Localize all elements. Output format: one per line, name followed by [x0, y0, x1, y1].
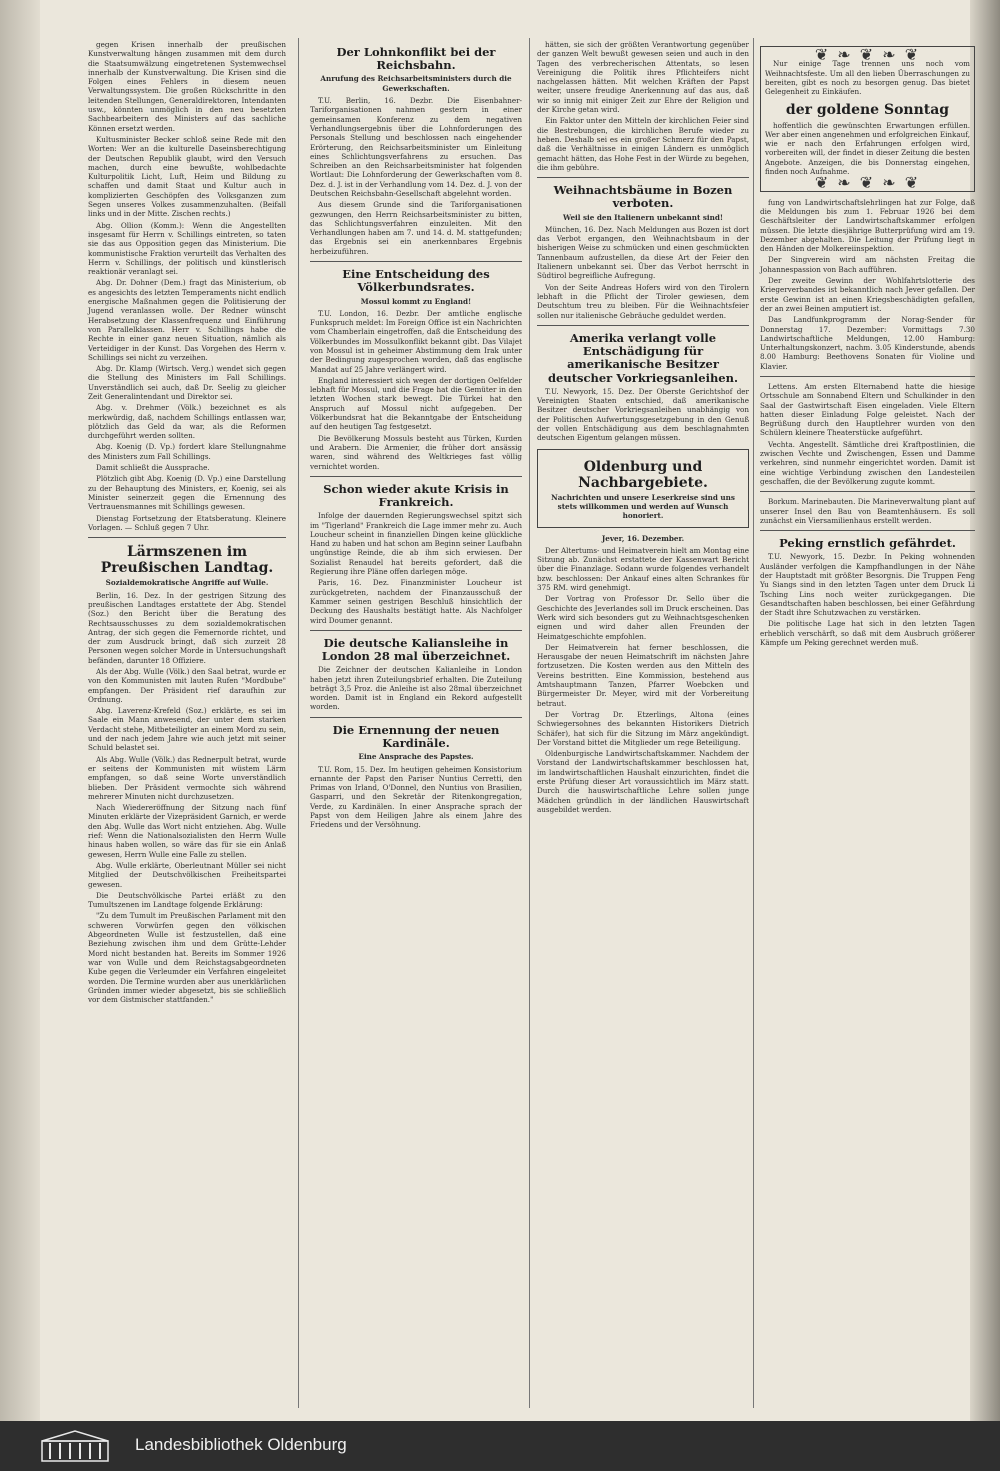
divider: [760, 376, 975, 377]
paragraph: Der Singverein wird am nächsten Freitag die Johannespassion von Bach aufführen.: [760, 255, 975, 274]
paragraph: Der zweite Gewinn der Wohlfahrtslotterie des Kriegerverbandes ist bekanntlich nach Jever gefallen. Der erste Gewinn ist an einen Kriegsbeschädigten gefallen, der an zwei Beinen amputiert ist.: [760, 276, 975, 313]
column-3: [537, 40, 749, 816]
paragraph: Der Vortrag Dr. Etzerlings, Altona (eines Schwiegersohnes des bekannten Historikers Dietrich Schäfer), hat sich für die Sitzung im März angekündigt. Der Vorstand bittet die Mitglieder um rege Beteiligung.: [537, 709, 749, 747]
paragraph: T.U. Rom, 15. Dez. Im heutigen geheimen Konsistorium ernannte der Papst den Pariser Nuntius Cerretti, den Primas von Irland, O'Donnel, den Nuntius von Brasilien, Gasparri, und den Sekretär der Ritenkongregation, Verde, zu Kardinälen. In einer Ansprache sprach der Papst von dem Heiligen Jahre als einem Jahre des Friedens und der Versöhnung.: [310, 764, 522, 830]
paragraph: Paris, 16. Dez. Finanzminister Loucheur ist zurückgetreten, nachdem der Finanzausschuß der Kammer seinen gestrigen Beschluß hinsichtlich der Deckung des Haushalts bestätigt hatte. Als Nachfolger wird Doumer genannt.: [310, 578, 522, 625]
paragraph: Das Landfunkprogramm der Norag-Sender für Donnerstag 17. Dezember: Vormittags 7.30 Landwirtschaftliche Meldungen, 12.00 Hamburg: Unterhaltungskonzert, nachm. 3.05 Kinderstunde, abends 8.00 Hamburg: Beethovens Sonaten für Violine und Klavier.: [760, 315, 975, 371]
paragraph: hätten, sie sich der größten Verantwortung gegenüber der ganzen Welt bewußt gewesen seien und auch in den Tagen des verbrecherischen Attentats, so lesen Vereinigung die Politik ihres Pflichteifers nicht nachgelassen hätten. Mit welchen Kräften der Papst weiter, unsere freudige Anerkennung auf das aus, daß wir so innig mit einiger Zeit zur Ehre der Religion und der Kirche getan wird.: [537, 40, 749, 115]
paragraph: Die politische Lage hat sich in den letzten Tagen erheblich verschärft, so daß mit dem Ausbruch größerer Kämpfe um Peking gerechnet werden muß.: [760, 619, 975, 648]
advertisement-box: [760, 46, 975, 192]
page-gutter-shadow: [0, 0, 40, 1421]
paragraph: Abg. Dr. Dohner (Dem.) fragt das Ministerium, ob es angesichts des letzten Temperaments nicht endlich energische Maßnahmen gegen die Politisierung der Jugend veranlassen wolle. Der Redner wünscht Herabsetzung der Klassenfrequenz und Einführung von Parallelklassen. Herr v. Schillings habe die Rechte in einer ganz neuen Situation, nämlich als Verteidiger in der Kunst. Das Vorgehen des Herrn v. Schillings sei nicht zu verzeihen.: [88, 278, 286, 362]
paragraph: Berlin, 16. Dez. In der gestrigen Sitzung des preußischen Landtages erstattete der Abg. Stendel (Soz.) den Bericht über die Beratung des Rechtsausschusses zu dem sozialdemokratischen Antrag, der sich gegen die Femernorde richtet, und der zum Ausdruck bringt, daß sich zurzeit 28 Personen wegen solcher Morde in Untersuchungshaft befänden, darunter 18 Offiziere.: [88, 590, 286, 665]
section-headline: Oldenburg und Nachbargebiete.: [578, 458, 708, 491]
paragraph: England interessiert sich wegen der dortigen Oelfelder lebhaft für Mossul, und die Frage hat die Gemüter in den letzten Wochen stark bewegt. Die Türkei hat den Anspruch auf Mossul nicht aufgegeben. Der Völkerbundsrat hat die Bekanntgabe der Entscheidung auf den heutigen Tag festgesetzt.: [310, 375, 522, 432]
paragraph: Abg. Ollion (Komm.): Wenn die Angestellten insgesamt für Herrn v. Schillings eintreten, so taten sie das aus Opposition gegen das Ministerium. Die kommunistische Fraktion verurteilt das Verhalten des Herrn v. Schillings, der politisch und künstlerisch reaktionär veranlagt sei.: [88, 220, 286, 277]
column-rule: [529, 38, 530, 1408]
paragraph: Abg. Koenig (D. Vp.) fordert klare Stellungnahme des Ministers zum Fall Schillings.: [88, 442, 286, 461]
paragraph: Borkum. Marinebauten. Die Marineverwaltung plant auf unserer Insel den Bau von Beamtenhäusern. Es soll zunächst ein Viersamilienhaus erstellt werden.: [760, 497, 975, 525]
ornament-icon: ❦ ❧ ❦ ❧ ❦: [814, 45, 921, 64]
article-subhead: Sozialdemokratische Angriffe auf Wulle.: [105, 578, 269, 588]
intro-text: [88, 40, 286, 532]
article-headline: Peking ernstlich gefährdet.: [779, 536, 956, 551]
paragraph: gegen Krisen innerhalb der preußischen Kunstverwaltung hängen zusammen mit dem durch die Staatsumwälzung eingetretenen Systemwechsel innerhalb der Kunstverwaltung. Die Krisen sind die Folgen eines Fehlers in diesem neuen Verwaltungssystem. Die großen Rückschritte in den leitenden Stellungen, Generaldirektoren, Intendanten usw., könnten unmöglich in den neu besetzten Sachbearbeitern des Ministers auf das sachliche Können ersetzt werden.: [88, 40, 286, 133]
divider: [760, 491, 975, 492]
paragraph: T.U. Newyork, 15. Dezbr. In Peking wohnenden Ausländer verfolgen die Kampfhandlungen in der Nähe der Hauptstadt mit größter Besorgnis. Die Truppen Feng Yu Siangs sind in den letzten Tagen unter dem Druck Li Tsching Lins noch weiter zurückgegangen. Die Gesandtschaften haben beschlossen, bei einer Gefährdung der Stadt ihre Schutzwachen zu verstärken.: [760, 552, 975, 618]
divider: [760, 530, 975, 531]
paragraph: Der Vortrag von Professor Dr. Sello über die Geschichte des Jeverlandes soll im Druck erscheinen. Das Werk wird sich besonders gut zu Weihnachtsgeschenken eignen und wird daher allen Freunden der Heimatgeschichte empfohlen.: [537, 594, 749, 641]
column-rule: [298, 38, 299, 1408]
divider: [537, 325, 749, 326]
paragraph: Kultusminister Becker schloß seine Rede mit den Worten: Wer an die kulturelle Daseinsberechtigung der Deutschen Republik glaubt, wird den Versuch machen, durch eine bewußte, wohlbedachte Kulturpolitik Licht, Luft, Heim und Bildung zu schaffen und damit Staat und Kultur auch in komplizierten Geschöpfen des Volksganzen zum Segen unseres Volkes zusammenzuhalten. (Beifall links und in der Mitte. Zischen rechts.): [88, 134, 286, 219]
divider: [88, 537, 286, 538]
paragraph: Der Heimatverein hat ferner beschlossen, die Herausgabe der neuen Heimatschrift im nächsten Jahre fortzusetzen. Die Kosten werden aus den Mitteln des Vereins bestritten. Eine Kommission, bestehend aus Amtshauptmann Tanzen, Pfarrer Woebcken und Bürgermeister Dr. Meyer, wird mit der Vorbereitung betraut.: [537, 642, 749, 708]
paragraph: T.U. London, 16. Dezbr. Der amtliche englische Funkspruch meldet: Im Foreign Office ist ein Nachrichten vom Chamberlain eingetroffen, daß die Entscheidung des Völkerbundes im Mossulkonflikt bekannt gibt. Das Vilajet von Mossul ist in geheimer Abstimmung dem Irak unter der Bedingung zugesprochen worden, daß das englische Mandat auf 25 Jahre verlängert wird.: [310, 308, 522, 374]
article-headline: Die deutsche Kaliansleihe in London 28 mal überzeichnet.: [321, 635, 511, 664]
article-headline: Die Ernennung der neuen Kardinäle.: [332, 722, 500, 750]
article-subhead: Mossul kommt zu England!: [360, 296, 472, 306]
paragraph: Damit schließt die Aussprache.: [96, 463, 210, 473]
paragraph: Der Altertums- und Heimatverein hielt am Montag eine Sitzung ab. Zunächst erstattete der Kassenwart Bericht über die Finanzlage. Sodann wurde folgendes verhandelt bzw. beschlossen: Der Ankauf eines alten Schrankes für 375 RM. wird genehmigt.: [537, 545, 749, 593]
library-building-icon: [40, 1429, 110, 1463]
article-headline: Weihnachtsbäume in Bozen verboten.: [553, 183, 733, 211]
library-footer-bar: [0, 1421, 1000, 1471]
paragraph: Abg. Wulle erklärte, Oberleutnant Müller sei nicht Mitglied der Deutschvölkischen Freiheitspartei gewesen.: [88, 860, 286, 889]
article-headline: Der Lohnkonflikt bei der Reichsbahn.: [336, 45, 496, 73]
article-headline: Eine Entscheidung des Völkerbundsrates.: [342, 267, 490, 295]
paragraph: Infolge der dauernden Regierungswechsel spitzt sich im "Tigerland" Frankreich die Lage immer mehr zu. Auch Loucheur scheint in finanziellen Dingen keine glückliche Hand zu haben und hat schon am Beginn seiner Laufbahn ungünstige Reinde, die ab ihm sich erwiesen. Der Sozialist Renaudel hat bereits gefordert, daß die Regierung ihre Pläne offen darlegen möge.: [310, 511, 522, 577]
paragraph: hoffentlich die gewünschten Erwartungen erfüllen. Wer aber einen angenehmen und erfolgreichen Einkauf, wie er nach den Erfahrungen erfolgen wird, vorbereiten will, der findet in dieser Zeitung die besten Angebote. Anzeigen, die bis Donnerstag eingehen, finden noch Aufnahme.: [765, 120, 970, 177]
divider: [310, 717, 522, 718]
dateline: Jever, 16. Dezember.: [601, 533, 685, 543]
paragraph: Oldenburgische Landwirtschaftskammer. Nachdem der Vorstand der Landwirtschaftskammer beschlossen hat, im landwirtschaftlichen Haushalt einzurichten, findet die erste Prüfung dieser Art voraussichtlich im März statt. Durch die hauswirtschaftliche Lehre sollen junge Mädchen gründlich in der ländlichen Hauswirtschaft ausgebildet werden.: [537, 749, 749, 814]
paragraph: Nur einige Tage trennen uns noch vom Weihnachtsfeste. Um all den lieben Überraschungen zu bereiten, gibt es noch zu besorgen genug. Das bietet Gelegenheit zu Einkäufen.: [765, 59, 970, 97]
paragraph: "Zu dem Tumult im Preußischen Parlament mit den schweren Vorwürfen gegen den völkischen Abgeordneten Wulle ist festzustellen, daß eine Beziehung zwischen ihm und dem Grütte-Lehder Mord nicht bestanden hat. Bereits im Sommer 1926 war von Wulle und dem Reichstagsabgeordneten Kube gegen die Verleumder ein Verfahren eingeleitet worden. Die Termine wurden aber aus unerklärlichen Gründen immer wieder abgesetzt, bis sie schließlich vor dem Gistmischer stattfanden.": [88, 911, 286, 1005]
article-headline: Schon wieder akute Krisis in Frankreich.: [323, 481, 509, 510]
article-subhead: Eine Ansprache des Papstes.: [358, 752, 474, 762]
paragraph: Die Bevölkerung Mossuls besteht aus Türken, Kurden und Arabern. Die Armenier, die früher dort ansässig waren, sind während des Weltkrieges fast völlig vernichtet worden.: [310, 433, 522, 471]
divider: [310, 630, 522, 631]
paragraph: Nach Wiedereröffnung der Sitzung nach fünf Minuten erklärte der Vizepräsident Garnich, er werde den Abg. Wulle das Wort nicht entziehen. Abg. Wulle rief: Wenn die Nationalsozialisten den Herrn Wulle hinaus haben wollen, so wäre das für sie ein Anlaß gewesen, Herrn Wulle eine Falle zu stellen.: [88, 803, 286, 859]
paragraph: Dienstag Fortsetzung der Etatsberatung. Kleinere Vorlagen. — Schluß gegen 7 Uhr.: [88, 513, 286, 532]
divider: [310, 476, 522, 477]
paragraph: Als der Abg. Wulle (Völk.) den Saal betrat, wurde er von den Kommunisten mit lauten Rufen "Mordbube" empfangen. Der Präsident rief daraufhin zur Ordnung.: [88, 667, 286, 704]
paragraph: Als Abg. Wulle (Völk.) das Rednerpult betrat, wurde er seitens der Kommunisten mit wüstem Lärm empfangen, so daß seine Worte unverständlich blieben. Der Präsident vermochte sich während mehrerer Minuten nicht durchzusetzen.: [88, 754, 286, 801]
paragraph: Die Deutschvölkische Partei erläßt zu den Tumultszenen im Landtage folgende Erklärung:: [88, 890, 286, 910]
article-subhead: Weil sie den Italienern unbekannt sind!: [562, 212, 724, 222]
section-subhead: Nachrichten und unsere Leserkreise sind uns stets willkommen und werden auf Wunsch honoriert.: [551, 492, 735, 521]
paragraph: fung von Landwirtschaftslehrlingen hat zur Folge, daß die Meldungen bis zum 1. Februar 1926 bei dem Geschäftsleiter der Landwirtschaftskammer erfolgen müssen. Die letzte diesjährige Butterprüfung wird am 19. Dezember abgehalten. Die Leitung der Prüfung liegt in den Händen der Molkereiinspektion.: [760, 197, 975, 254]
paragraph: T.U. Berlin, 16. Dezbr. Die Eisenbahner-Tariforganisationen nahmen gestern in einer gemeinsamen Konferenz zu dem negativen Verhandlungsergebnis über die Lohnforderungen des Personals Stellung und beschlossen nach eingehender Erörterung, den Reichsarbeitsminister um Einleitung eines Schlichtungsverfahrens zu ersuchen. Das Schreiben an den Reichsarbeitsminister hat folgenden Wortlaut: Die Lohnforderung der Gewerkschaften vom 8. Dez. d. J. ist in der Verhandlung vom 14. Dez. d. J. von der Deutschen Reichsbahn-Gesellschaft abgelehnt worden.: [310, 96, 522, 198]
paragraph: München, 16. Dez. Nach Meldungen aus Bozen ist dort das Verbot ergangen, den Weihnachtsbaum in der bisherigen Weise zu schmücken und einen geschmückten Tannenbaum aufzustellen, da diese Art der Feier den Italienern unbekannt sei. Über das Verbot herrscht in Südtirol begreifliche Aufregung.: [537, 224, 749, 281]
paragraph: Abg. Dr. Klamp (Wirtsch. Verg.) wendet sich gegen die Stellung des Ministers im Fall Schillings. Unverständlich sei auch, daß Dr. Seelig zu gleicher Zeit Generalintendant und Direktor sei.: [88, 364, 286, 401]
library-name[interactable]: Landesbibliothek Oldenburg: [135, 1435, 347, 1454]
divider: [537, 177, 749, 178]
paragraph: Lettens. Am ersten Elternabend hatte die hiesige Ortsschule am Sonnabend Eltern und Schulkinder in den Saal der Gastwirtschaft Eisen eingeladen. Viele Eltern hatten dieser Einladung Folge geleistet. Nach der Begrüßung durch den Hauptlehrer wurden von den Schülern kleinere Theaterstücke aufgeführt.: [760, 382, 975, 438]
article-headline: Amerika verlangt volle Entschädigung für amerikanische Besitzer deutscher Vorkriegsanleihen.: [548, 330, 738, 385]
paragraph: Vechta. Angestellt. Sämtliche drei Kraftpostlinien, die zwischen Vechte und Zwischengen, Essen und Damme verkehren, sind nunmehr eingerichtet worden. Damit ist eine wichtige Verbindung zwischen den Landesteilen geschaffen, die der Bevölkerung zugute kommt.: [760, 439, 975, 486]
article-headline: Lärmszenen im Preußischen Landtag.: [100, 544, 274, 577]
paragraph: Ein Faktor unter den Mitteln der kirchlichen Feier sind die Bestrebungen, die kirchlichen Berufe wieder zu heben. Deshalb sei es ein großer Schmerz für den Papst, daß die Verhältnisse in einigen Ländern es unmöglich gemacht hätten, das Hohe Fest in der Würde zu begehen, die ihm gebühre.: [537, 116, 749, 172]
divider: [310, 261, 522, 262]
column-2: [310, 40, 522, 832]
regional-section: [537, 449, 749, 528]
article-subhead: Anrufung des Reichsarbeitsministers durch die Gewerkschaften.: [320, 74, 512, 93]
paragraph: Plötzlich gibt Abg. Koenig (D. Vp.) eine Darstellung zu der Behauptung des Ministers, er, Koenig, sei als Minister seinerzeit gegen die Ernennung des Vertrauensmannes mit Schillings gewesen.: [88, 474, 286, 512]
ad-headline: der goldene Sonntag: [785, 102, 950, 119]
paragraph: Abg. Laverenz-Krefeld (Soz.) erklärte, es sei im Saale ein Mann anwesend, der unter dem starken Verdacht stehe, Mitbeteiligter an einem Mord zu sein, und der nach jedem Jahre wie auch jetzt mit seiner Schuld belastet sei.: [88, 706, 286, 753]
paragraph: Die Zeichner der deutschen Kalianleihe in London haben jetzt ihren Zuteilungsbrief erhalten. Die Zuteilung beträgt 3,5 Proz. die Anleihe ist also 28mal überzeichnet worden. Damit ist in England ein Rekord aufgestellt worden.: [310, 665, 522, 712]
ornament-icon: ❦ ❧ ❦ ❧ ❦: [814, 173, 921, 193]
column-4: [760, 40, 975, 649]
column-1: [88, 40, 286, 1006]
column-rule: [753, 38, 754, 1408]
paragraph: Abg. v. Drehmer (Völk.) bezeichnet es als merkwürdig, daß, nachdem Schillings entlassen war, plötzlich das Geld da war, als die Reformen durchgeführt werden sollten.: [88, 403, 286, 441]
paragraph: Von der Seite Andreas Hofers wird von den Tirolern lebhaft in die Pflicht der Tiroler gewiesen, dem Deutschtum treu zu bleiben. Für die Weihnachtsfeier sollen nur italienische Gebräuche geduldet werden.: [537, 282, 749, 320]
paragraph: Aus diesem Grunde sind die Tariforganisationen gezwungen, den Herrn Reichsarbeitsminister zu bitten, das Schlichtungsverfahren einzuleiten. Mit den Verhandlungen haben am 7. und 14. d. M. stattgefunden; das Ergebnis sei ein anerkennbares Ergebnis herbeizuführen.: [310, 200, 522, 256]
paragraph: T.U. Newyork, 15. Dez. Der Oberste Gerichtshof der Vereinigten Staaten entschied, daß amerikanische Besitzer deutscher Vorkriegsanleihen unabhängig von der Politischen Aufwertungsgesetzgebung in den Genuß der vollen Entschädigung aus dem beschlagnahmten deutschen Eigentum gelangen müssen.: [537, 386, 749, 443]
